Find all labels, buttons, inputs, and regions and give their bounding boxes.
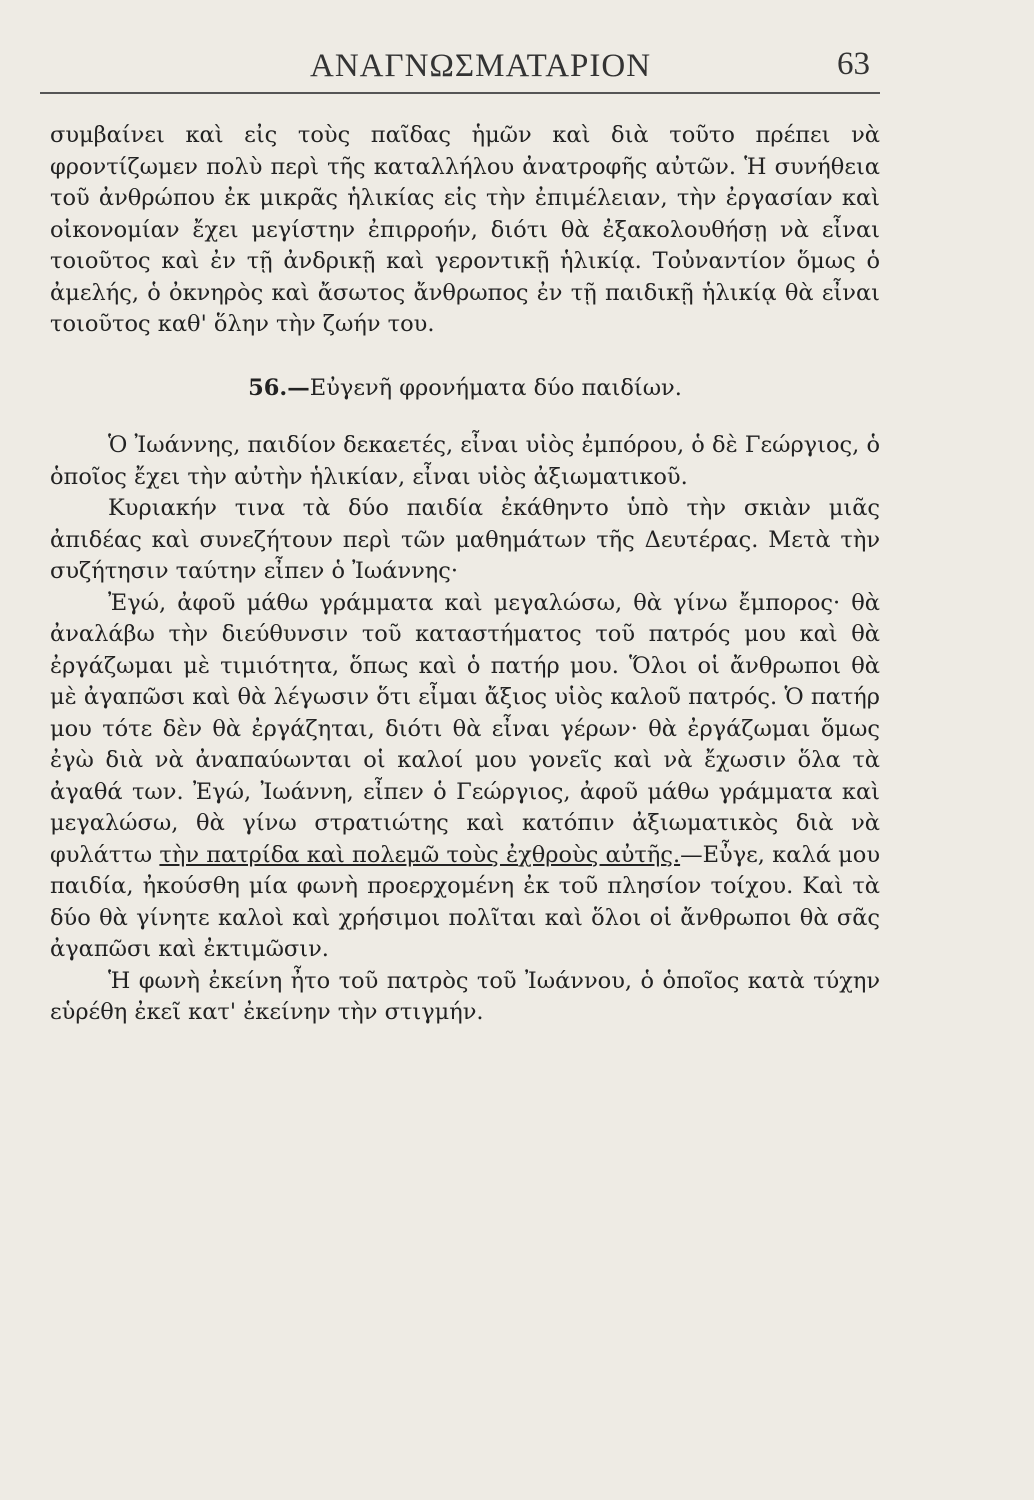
final-paragraph: Ἡ φωνὴ ἐκείνη ἦτο τοῦ πατρὸς τοῦ Ἰωάννου, ὁ ὁποῖος κατὰ τύχην εὑρέθη ἐκεῖ κατ' ἐκείνην τὴν στιγμήν. [50,967,880,1025]
section-title: Εὐγενῆ φρονήματα δύο παιδίων. [309,374,682,401]
page-header [40,40,880,96]
book-page [40,40,880,1460]
header-rule [40,92,880,94]
underlined-phrase: τὴν πατρίδα καὶ πολεμῶ τοὺς ἐχθροὺς αὐτῆς. [159,841,681,868]
section-number: 56.— [248,374,310,401]
body-text [50,120,880,1029]
paragraph-1: Ὁ Ἰωάννης, παιδίον δεκαετές, εἶναι υἱὸς ἐμπόρου, ὁ δὲ Γεώργιος, ὁ ὁποῖος ἔχει τὴν αὐτὴν ἡλικίαν, εἶναι υἱὸς ἀξιωματικοῦ. [50,432,880,490]
section-heading [50,373,880,405]
paragraph-2: Κυριακήν τινα τὰ δύο παιδία ἐκάθηντο ὑπὸ τὴν σκιὰν μιᾶς ἀπιδέας καὶ συνεζήτουν περὶ τῶν μαθημάτων τῆς Δευτέρας. Μετὰ τὴν συζήτησιν ταύτην εἶπεν ὁ Ἰωάννης· [50,495,880,584]
continuation-text: —Εὖγε, καλά μου παιδία, ἠκούσθη μία φωνὴ προερχομένη ἐκ τοῦ πλησίον τοίχου. Καὶ τὰ δύο θὰ γίνητε καλοὶ καὶ χρήσιμοι πολῖται καὶ ὅλοι οἱ ἄνθρωποι θὰ σᾶς ἀγαπῶσι καὶ ἐκτιμῶσιν. [50,841,880,962]
page-number: 63 [837,46,870,82]
paragraph-3-text: Ἐγώ, ἀφοῦ μάθω γράμματα καὶ μεγαλώσω, θὰ γίνω ἔμπορος· θὰ ἀναλάβω τὴν διεύθυνσιν τοῦ καταστήματος τοῦ πατρός μου καὶ θὰ ἐργάζωμαι μὲ τιμιότητα, ὅπως καὶ ὁ πατήρ μου. Ὅλοι οἱ ἄνθρωποι θὰ μὲ ἀγαπῶσι καὶ θὰ λέγωσιν ὅτι εἶμαι ἄξιος υἱὸς καλοῦ πατρός. Ὁ πατήρ μου τότε δὲν θὰ ἐργάζηται, διότι θὰ εἶναι γέρων· θὰ ἐργάζωμαι ὅμως ἐγὼ διὰ νὰ ἀναπαύωνται οἱ καλοί μου γονεῖς καὶ νὰ ἔχωσιν ὅλα τὰ ἀγαθά των. Ἐγώ, Ἰωάννη, εἶπεν ὁ Γεώργιος, ἀφοῦ μάθω γράμματα καὶ μεγαλώσω, θὰ γίνω στρατιώτης καὶ κατόπιν ἀξιωματικὸς διὰ νὰ φυλάττω [50,589,880,868]
intro-paragraph: συμβαίνει καὶ εἰς τοὺς παῖδας ἡμῶν καὶ διὰ τοῦτο πρέπει νὰ φροντίζωμεν πολὺ περὶ τῆς καταλλήλου ἀνατροφῆς αὐτῶν. Ἡ συνήθεια τοῦ ἀνθρώπου ἐκ μικρᾶς ἡλικίας εἰς τὴν ἐπιμέλειαν, τὴν ἐργασίαν καὶ οἰκονομίαν ἔχει μεγίστην ἐπιρροήν, διότι θὰ ἐξακολουθήσῃ νὰ εἶναι τοιοῦτος καὶ ἐν τῇ ἀνδρικῇ καὶ γεροντικῇ ἡλικίᾳ. Τοὐναντίον ὅμως ὁ ἀμελής, ὁ ὀκνηρὸς καὶ ἄσωτος ἄνθρωπος ἐν τῇ παιδικῇ ἡλικίᾳ θὰ εἶναι τοιοῦτος καθ' ὅλην τὴν ζωήν του. [50,122,880,337]
paragraph-3 [50,588,880,966]
running-title: ΑΝΑΓΝΩΣΜΑΤΑΡΙΟΝ [310,48,652,84]
